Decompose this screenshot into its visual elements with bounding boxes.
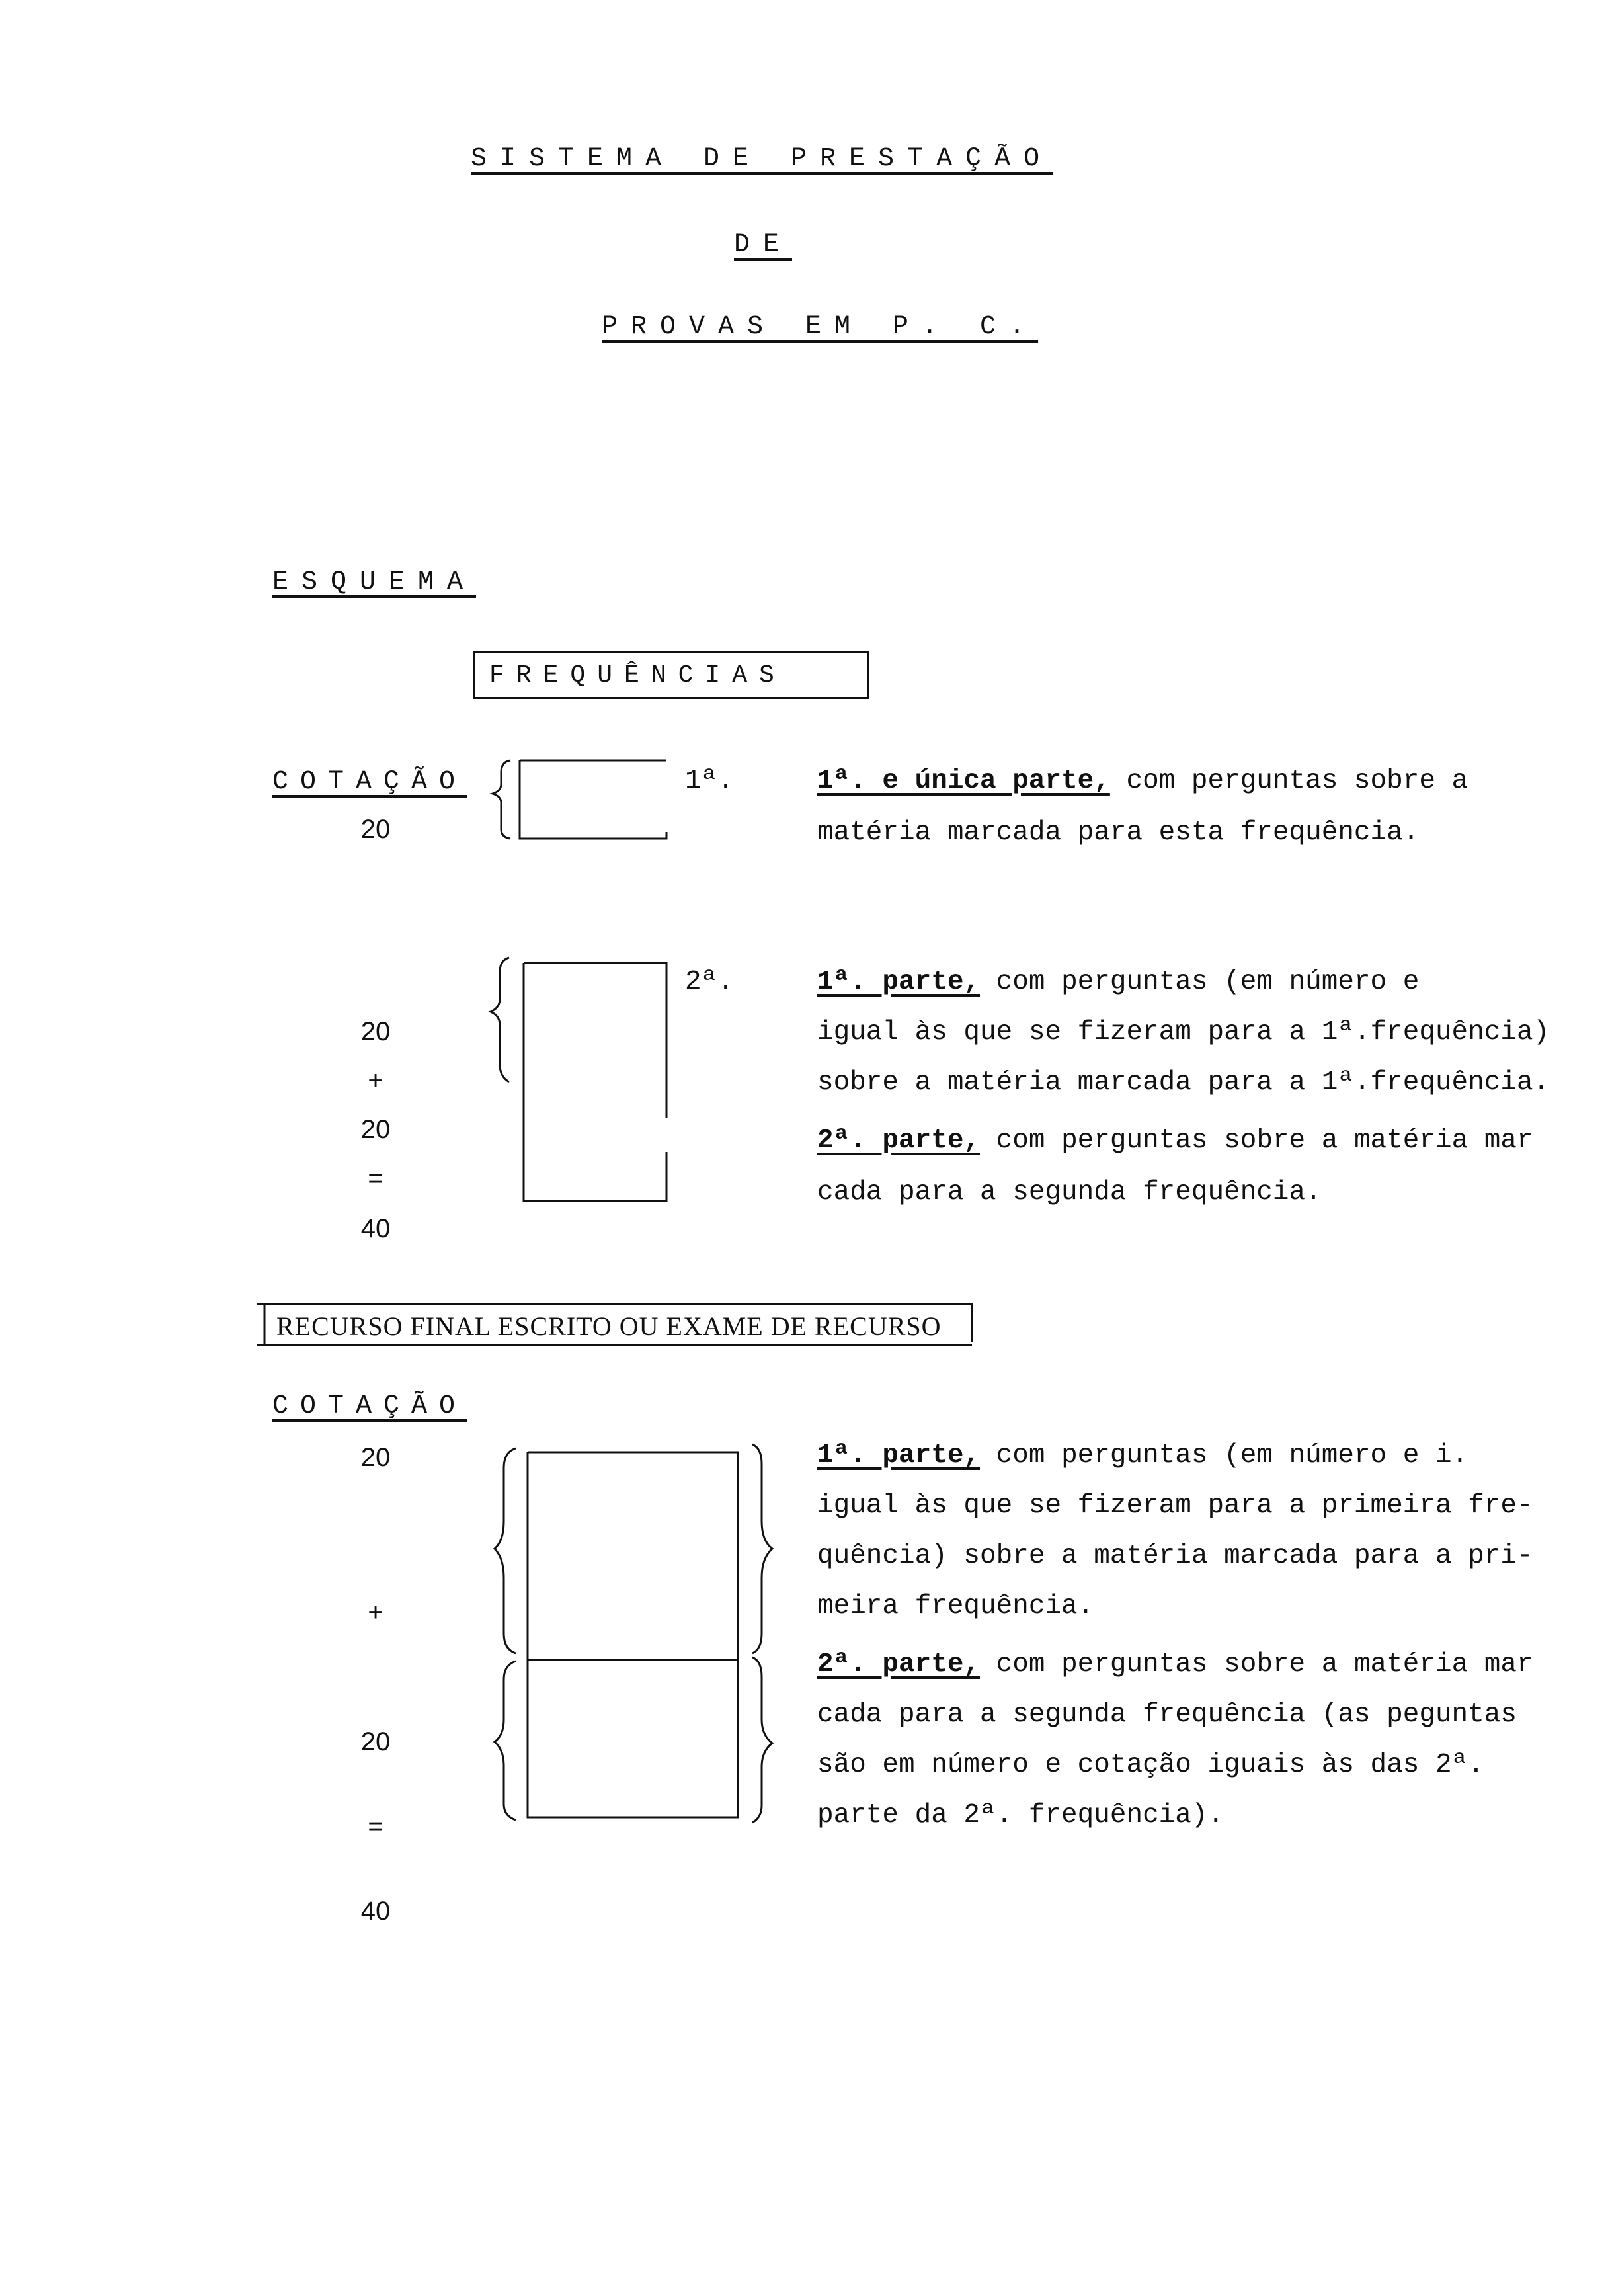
second-part1-line2: igual às que se fizeram para a 1ª.frequência) — [817, 1017, 1550, 1047]
second-part1-rest: com perguntas (em número e — [980, 967, 1420, 997]
second-total: 40 — [360, 1214, 391, 1243]
recurso-part2-line3: são em número e cotação iguais às das 2ª. — [817, 1750, 1484, 1780]
recurso-part1-line3: quência) sobre a matéria marcada para a pri- — [817, 1541, 1533, 1571]
esquema-heading: ESQUEMA — [272, 567, 477, 597]
second-part2-line2: cada para a segunda frequência. — [817, 1177, 1322, 1208]
second-brace — [491, 958, 509, 1082]
second-part2-rest: com perguntas sobre a matéria mar — [980, 1126, 1533, 1156]
first-box — [520, 760, 666, 839]
recurso-total: 40 — [360, 1897, 391, 1926]
second-score-b: 20 — [360, 1115, 391, 1144]
recurso-label: RECURSO FINAL ESCRITO OU EXAME DE RECURSO — [276, 1311, 942, 1341]
second-part1-lead: 1ª. parte, — [817, 967, 981, 997]
first-ordinal: 1ª. — [685, 766, 734, 796]
first-description-lead: 1ª. e única parte, — [817, 766, 1110, 796]
first-description-rest: com perguntas sobre a — [1109, 766, 1468, 796]
second-box — [524, 963, 666, 1201]
recurso-part1-rest: com perguntas (em número e i. — [980, 1440, 1468, 1471]
second-ordinal: 2ª. — [685, 967, 734, 997]
recurso-brace-right-top — [752, 1444, 772, 1653]
second-plus: + — [368, 1066, 383, 1095]
first-description-line1 — [817, 766, 1468, 796]
recurso-part1-line4: meira frequência. — [817, 1591, 1094, 1621]
recurso-part1-line1 — [817, 1440, 1468, 1471]
recurso-score-a: 20 — [360, 1443, 391, 1472]
recurso-box — [528, 1452, 738, 1817]
recurso-brace-left-top — [495, 1448, 516, 1653]
second-equals: = — [368, 1164, 383, 1193]
first-brace — [493, 760, 510, 839]
recurso-brace-right-bottom — [752, 1657, 772, 1823]
recurso-part2-line1 — [817, 1649, 1533, 1680]
recurso-part1-lead: 1ª. parte, — [817, 1440, 981, 1471]
recurso-equals: = — [368, 1812, 383, 1841]
frequencias-label: FREQUÊNCIAS — [489, 661, 786, 690]
recurso-part2-lead: 2ª. parte, — [817, 1649, 981, 1680]
recurso-part2-rest: com perguntas sobre a matéria mar — [980, 1649, 1533, 1680]
cotacao-label-recurso: COTAÇÃO — [272, 1391, 467, 1421]
second-part1-line1 — [817, 967, 1419, 997]
document-title-line1: SISTEMA DE PRESTAÇÃO — [471, 144, 1053, 174]
recurso-part1-line2: igual às que se fizeram para a primeira fre- — [817, 1491, 1533, 1521]
second-part2-lead: 2ª. parte, — [817, 1126, 981, 1156]
recurso-part2-line4: parte da 2ª. frequência). — [817, 1800, 1225, 1830]
recurso-score-b: 20 — [360, 1727, 391, 1756]
second-part2-line1 — [817, 1126, 1533, 1156]
first-description-line2: matéria marcada para esta frequência. — [817, 817, 1420, 848]
first-score: 20 — [360, 815, 391, 844]
second-part1-line3: sobre a matéria marcada para a 1ª.frequência. — [817, 1067, 1550, 1098]
recurso-part2-line2: cada para a segunda frequência (as peguntas — [817, 1700, 1517, 1730]
recurso-brace-left-bottom — [495, 1661, 516, 1820]
recurso-plus: + — [368, 1598, 383, 1627]
second-score-a: 20 — [360, 1017, 391, 1046]
document-title-line2: DE — [734, 230, 793, 260]
cotacao-label-frequencias: COTAÇÃO — [272, 767, 467, 797]
document-title-line3: PROVAS EM P. C. — [602, 312, 1039, 342]
